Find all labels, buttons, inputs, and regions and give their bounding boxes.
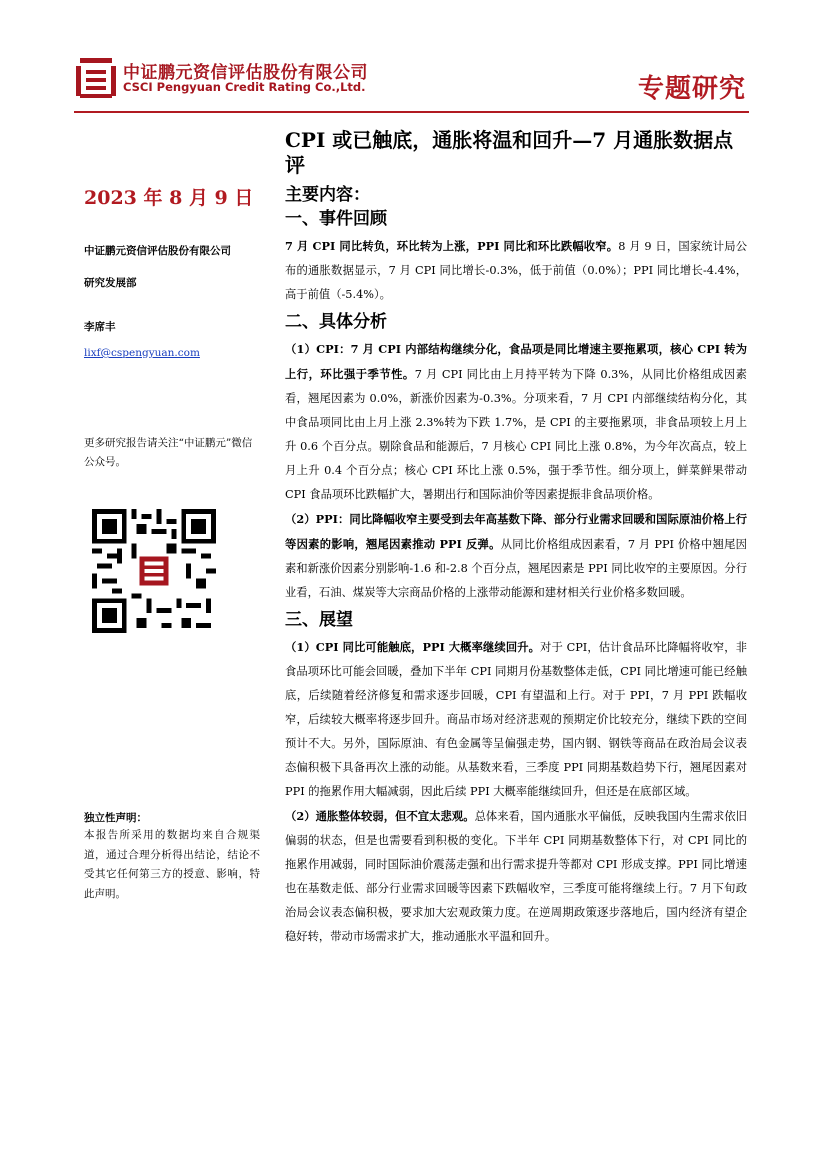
report-date: 2023 年 8 月 9 日 [84, 187, 254, 209]
s3-p1-body: 对于 CPI，估计食品环比降幅将收窄，非食品项环比可能会回暖，叠加下半年 CPI 同期月份基数整体走低，CPI 同比增速可能已经触底，后续随着经济修复和需求逐步回暖，CPI 有望温和上行。对于 PPI，7 月 PPI 跌幅收窄，后续较大概率将逐步回升。商品市场对经济悲观的预期定价比较充分，继续下跌的空间预计不大。另外，国际原油、有色金属等呈偏强走势，国内钢、钢铁等商品在政治局会议表态偏积极下具备再次上涨的动能。从基数来看，三季度 PPI 同期基数趋势下行，翘尾因素对 PPI 的拖累作用大幅减弱，因此后续 PPI 大概率能继续回升，但还是在底部区域。 [285, 641, 747, 798]
independence-title: 独立性声明： [84, 812, 147, 824]
s1-body: 8 月 9 日，国家统计局公布的通胀数据显示，7 月 CPI 同比增长-0.3%，低于前值（0.0%）；PPI 同比增长-4.4%，高于前值（-5.4%）。 [285, 240, 747, 301]
s2-p1-lead: （1）CPI：7 月 CPI 内部结构继续分化，食品项是同比增速主要拖累项，核心 CPI 转为上行，环比强于季节性。 [285, 342, 747, 381]
report-type-label: 专题研究 [637, 74, 746, 104]
header-divider [74, 111, 749, 113]
company-logo-icon [74, 56, 118, 100]
section-heading-1: 一、事件回顾 [285, 209, 387, 229]
wechat-qr-code-icon [92, 509, 216, 633]
company-name-cn: 中证鹏元资信评估股份有限公司 [123, 63, 368, 83]
s3-p2-lead: （2）通胀整体较弱，但不宜太悲观。 [285, 809, 475, 823]
sidebar-org: 中证鹏元资信评估股份有限公司 [84, 245, 231, 257]
section-3-paragraph-1 [285, 635, 747, 804]
summary-heading: 主要内容： [285, 185, 370, 205]
section-2-paragraph-2 [285, 507, 747, 605]
independence-statement: 本报告所采用的数据均来自合规渠道，通过合理分析得出结论，结论不受其它任何第三方的授意、影响，特此声明。 [84, 829, 260, 900]
s1-lead: 7 月 CPI 同比转负，环比转为上涨，PPI 同比和环比跌幅收窄。 [285, 239, 619, 253]
author-email-link[interactable]: lixf@cspengyuan.com [84, 347, 200, 359]
s2-p2-lead: （2）PPI：同比降幅收窄主要受到去年高基数下降、部分行业需求回暖和国际原油价格上行等因素的影响，翘尾因素推动 PPI 反弹。 [285, 512, 747, 551]
sidebar-dept: 研究发展部 [84, 277, 137, 289]
report-title: CPI 或已触底，通胀将温和回升—7 月通胀数据点评 [285, 128, 734, 177]
s3-p2-body: 总体来看，国内通胀水平偏低，反映我国内生需求依旧偏弱的状态，但是也需要看到积极的变化。下半年 CPI 同期基数整体下行，对 CPI 同比的拖累作用减弱，同时国际油价震荡走强和出行需求提升等都对 CPI 形成支撑。PPI 同比增速也在基数走低、部分行业需求回暖等因素下跌幅收窄，三季度可能将继续上行。7 月下旬政治局会议表态偏积极，要求加大宏观政策力度。在逆周期政策逐步落地后，国内经济有望企稳好转，带动市场需求扩大，推动通胀水平温和回升。 [285, 810, 747, 943]
section-1-paragraph [285, 234, 747, 307]
main-content [285, 128, 747, 949]
section-3-paragraph-2 [285, 804, 747, 949]
section-2-paragraph-1 [285, 337, 747, 507]
s3-p1-lead: （1）CPI 同比可能触底，PPI 大概率继续回升。 [285, 640, 541, 654]
company-name-en: CSCI Pengyuan Credit Rating Co.,Ltd. [123, 80, 366, 94]
s2-p1-body: 7 月 CPI 同比由上月持平转为下降 0.3%，从同比价格组成因素看，翘尾因素为 0.0%，新涨价因素为-0.3%。分项来看，7 月 CPI 内部继续结构分化，其中食品项同比由上月上涨 2.3%转为下跌 1.7%，是 CPI 的主要拖累项，非食品项较上月上升 0.6 个百分点。剔除食品和能源后，7 月核心 CPI 同比上涨 0.8%，为今年次高点，较上月上升 0.4 个百分点；核心 CPI 环比上涨 0.5%，强于季节性。细分项上，鲜菜鲜果带动 CPI 食品项环比跌幅扩大，暑期出行和国际油价等因素提振非食品项价格。 [285, 368, 747, 501]
follow-note: 更多研究报告请关注“中证鹏元”微信公众号。 [84, 437, 253, 468]
author-name: 李席丰 [84, 321, 116, 333]
section-heading-3: 三、展望 [285, 610, 353, 630]
s2-p2-body: 从同比价格组成因素看，7 月 PPI 价格中翘尾因素和新涨价因素分别影响-1.6 和-2.8 个百分点，翘尾因素是 PPI 同比收窄的主要原因。分行业看，石油、煤炭等大宗商品价格的上涨带动能源和建材相关行业价格多数回暖。 [285, 538, 747, 599]
section-heading-2: 二、具体分析 [285, 312, 387, 332]
